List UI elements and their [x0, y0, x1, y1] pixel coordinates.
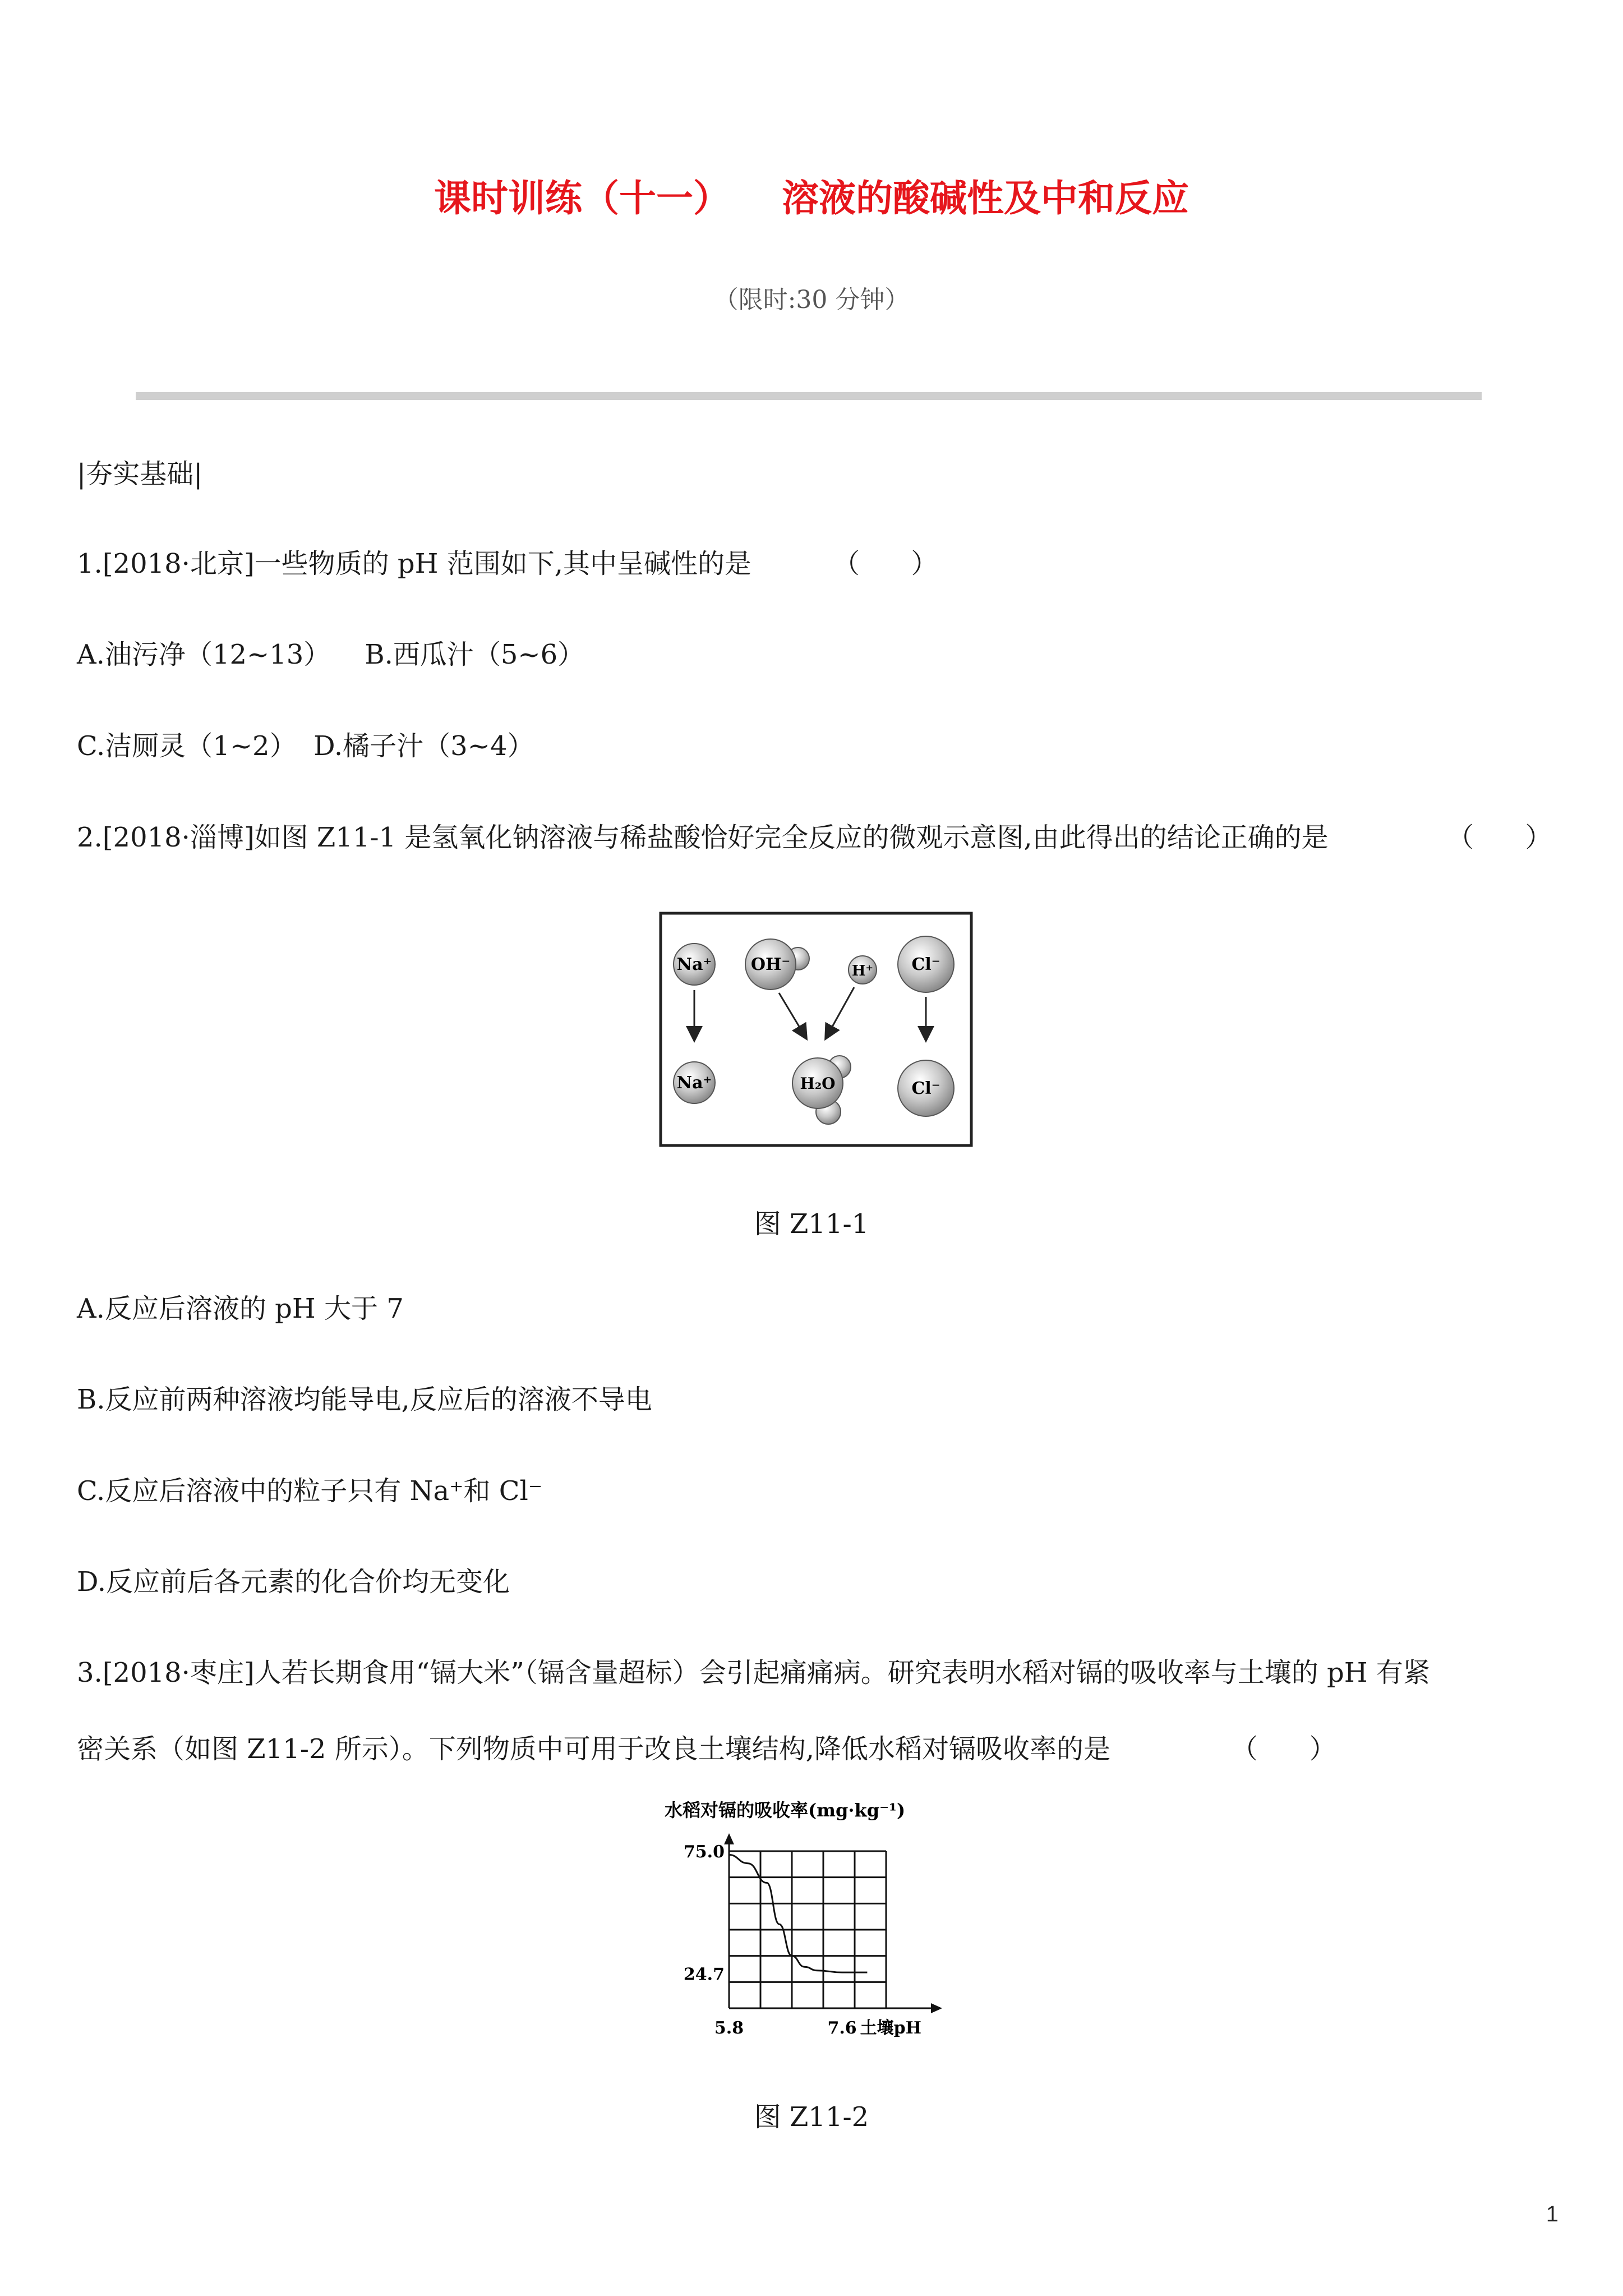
q1-options-cd: C.洁厕灵（1~2） D.橘子汁（3~4） — [77, 730, 534, 762]
y-tick-label: 75.0 — [683, 1842, 725, 1862]
q1-options-ab: A.油污净（12~13） B.西瓜汁（5~6） — [77, 639, 585, 670]
q2-stem: 2.[2018·淄博]如图 Z11-1 是氢氧化钠溶液与稀盐酸恰好完全反应的微观示意图,由此得出的结论正确的是 — [77, 822, 1329, 853]
x-axis-label: 土壤pH — [860, 2018, 921, 2038]
q2-answer-blank: （ ） — [1447, 822, 1552, 853]
x-tick-label: 5.8 — [714, 2018, 744, 2038]
q3-stem-line2: 密关系（如图 Z11-2 所示）。下列物质中可用于改良土壤结构,降低水稻对镉吸收率的是 — [77, 1733, 1110, 1765]
chart-series — [729, 1855, 867, 1973]
q2-option-c: C.反应后溶液中的粒子只有 Na⁺和 Cl⁻ — [77, 1475, 543, 1507]
q1-stem: 1.[2018·北京]一些物质的 pH 范围如下,其中呈碱性的是 — [77, 548, 752, 579]
hydrogen-ion-label: H⁺ — [851, 963, 874, 979]
chart-y-axis-label: 水稻对镉的吸收率(mg·kg⁻¹) — [665, 1800, 906, 1821]
chart-grid — [729, 1851, 886, 2008]
q3-answer-blank: （ ） — [1231, 1733, 1336, 1765]
x-axis-arrow — [931, 2003, 942, 2013]
neutralization-diagram — [659, 912, 973, 1147]
q2-option-a: A.反应后溶液的 pH 大于 7 — [77, 1293, 404, 1324]
y-tick-label: 24.7 — [683, 1964, 725, 1985]
hydroxide-ion-label: OH⁻ — [750, 955, 791, 974]
q1-answer-blank: （ ） — [833, 548, 938, 579]
water-molecule-label: H₂O — [800, 1074, 836, 1093]
absorption-curve — [729, 1855, 867, 1973]
y-axis-arrow — [724, 1833, 734, 1844]
sodium-ion-bottom-label: Na⁺ — [676, 1073, 712, 1093]
sodium-ion-top-label: Na⁺ — [676, 955, 712, 974]
divider — [136, 392, 1482, 400]
figure-caption-z11-1: 图 Z11-1 — [754, 1208, 869, 1240]
q2-option-b: B.反应前两种溶液均能导电,反应后的溶液不导电 — [77, 1384, 652, 1415]
q2-option-d: D.反应前后各元素的化合价均无变化 — [77, 1566, 510, 1598]
chloride-ion-top-label: Cl⁻ — [911, 955, 940, 974]
section-label: |夯实基础| — [77, 458, 203, 490]
time-limit: （限时:30 分钟） — [713, 286, 910, 314]
q3-stem-line1: 3.[2018·枣庄]人若长期食用“镉大米”（镉含量超标）会引起痛痛病。研究表明水稻对镉的吸收率与土壤的 pH 有紧 — [77, 1657, 1430, 1688]
chloride-ion-bottom-label: Cl⁻ — [911, 1079, 940, 1098]
page-number: 1 — [1546, 2202, 1559, 2226]
cadmium-absorption-chart — [665, 1784, 967, 2053]
page-title: 课时训练（十一） 溶液的酸碱性及中和反应 — [434, 177, 1189, 220]
figure-caption-z11-2: 图 Z11-2 — [754, 2101, 869, 2133]
x-tick-label: 7.6 — [827, 2018, 857, 2038]
chart-axes — [724, 1833, 942, 2013]
